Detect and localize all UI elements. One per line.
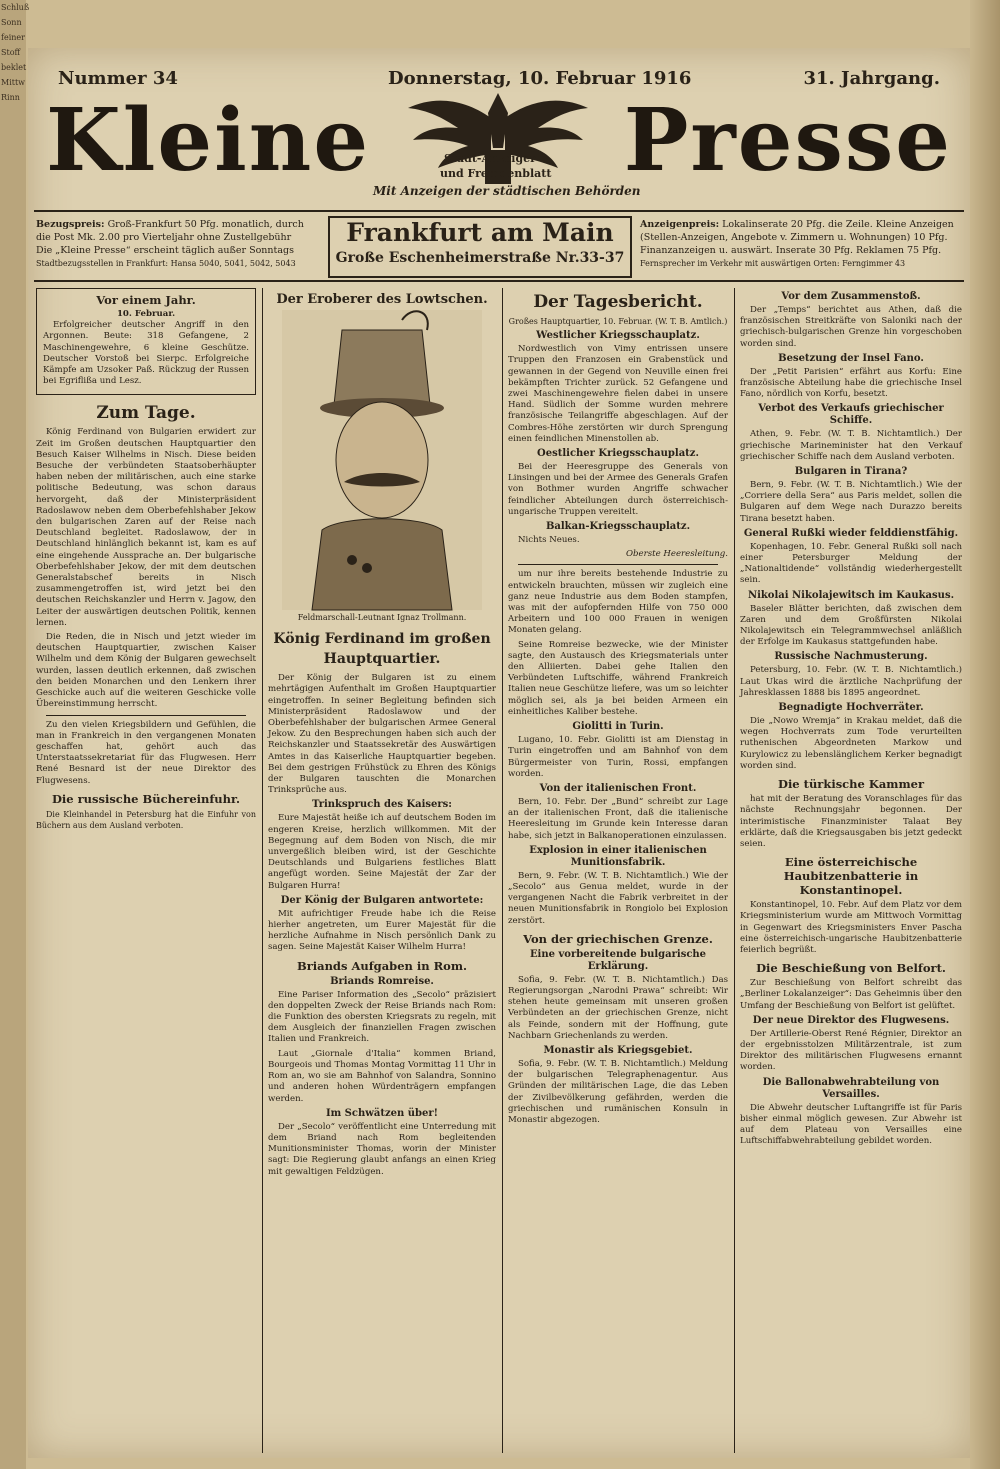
city-address-block <box>328 216 632 278</box>
article-heading: Bulgaren in Tirana? <box>794 466 908 478</box>
article-paragraph: Sofia, 9. Febr. (W. T. B. Nichtamtlich.) Das Regierungsorgan „Narodni Prawa“ schreibt: Wir stehen heute gemeinsam mit unseren großen Verbündeten an der griechischen Grenze, nicht als Feinde, sondern mit der Hoffnung, gute Nachbarn Griechenlands zu werden. <box>508 974 728 1041</box>
article-paragraph: Konstantinopel, 10. Febr. Auf dem Platz vor dem Kriegsministerium wurde am Mittwoch Vormittag in Gegenwart des Kriegsministers Enver Pascha eine österreichisch-ungarische Haubitzenbatterie feierlich begrüßt. <box>740 900 962 955</box>
column-4 <box>740 288 962 1150</box>
article-paragraph: Die Abwehr deutscher Luftangriffe ist für Paris bisher einmal möglich gewesen. Zur Abwehr ist auf dem Plateau von Versailles eine Luftschiffabwehrabteilung gebildet worden. <box>740 1102 962 1147</box>
street-address: Große Eschenheimerstraße Nr.33-37 <box>335 250 625 266</box>
article-heading: Vor dem Zusammenstoß. <box>781 291 921 302</box>
toast-reply-heading: Der König der Bulgaren antwortete: <box>280 894 484 906</box>
article-paragraph: König Ferdinand von Bulgarien erwidert zur Zeit im Großen deutschen Hauptquartier den Besuch Kaiser Wilhelms in Nisch. Diese beiden Besuche der verbündeten Staatsoberhäupter haben neben der militärischen, auch eine starke politische Bedeutung, was schon daraus hervorgeht, daß der Ministerpräsident Radoslawow neben dem Oberbefehlshaber Jekow den bulgarischen Zaren auf der Reise nach Deutschland begleitet. Radoslawow, der in Deutschland hinlänglich bekannt ist, kam es auf eine eingehende Aussprache an. Der bulgarische Oberbefehlshaber Jekow, der mit dem deutschen Generalstabschef bereits in Nisch zusammengetroffen ist, wird jetzt bei den deutschen Reichskanzler und Herrn v. Jagow, den Leiter der auswärtigen deutschen Politik, kennen lernen. <box>36 427 256 628</box>
article-heading-briand: Briands Aufgaben in Rom. <box>296 958 468 973</box>
article-paragraph: Der „Secolo“ veröffentlicht eine Unterredung mit dem Briand nach Rom begleitenden Munitionsminister Thomas, worin der Minister sagt: Die Regierung glaubt anfangs an einen Krieg mit gewaltigen Feldzügen. <box>268 1121 496 1177</box>
column-1 <box>36 288 256 834</box>
report-signature: Oberste Heeresleitung. <box>625 549 728 560</box>
article-paragraph: Der „Temps“ berichtet aus Athen, daß die französischen Streitkräfte von Saloniki nach der griechisch-bulgarischen Grenze hin vorgeschoben worden sind. <box>740 305 962 349</box>
article-paragraph: Baseler Blätter berichten, daß zwischen dem Zaren und dem Großfürsten Nikolai Nikolajewitsch ein Telegrammwechsel anläßlich der Erfolge im Kaukasus stattgefunden habe. <box>740 603 962 648</box>
article-paragraph: Petersburg, 10. Febr. (W. T. B. Nichtamtlich.) Laut Ukas wird die ärztliche Nachprüfung der Jahresklassen 1888 bis 1895 angeordnet. <box>740 665 962 698</box>
section-heading-west: Westlicher Kriegsschauplatz. <box>536 330 700 342</box>
publication-schedule: Die „Kleine Presse“ erscheint täglich außer Sonntags <box>36 245 294 256</box>
masthead-title-right: Presse <box>623 90 952 191</box>
article-paragraph: Die Kleinhandel in Petersburg hat die Einfuhr von Büchern aus dem Ausland verboten. <box>36 809 256 830</box>
anniversary-box <box>36 288 256 395</box>
column-3 <box>508 288 728 1129</box>
bezugspreis-text: Groß-Frankfurt 50 Pfg. monatlich, durch die Post Mk. 2.00 pro Vierteljahr ohne Zustellgebühr <box>36 219 304 243</box>
masthead-rule-bottom <box>34 280 964 282</box>
article-paragraph: Zu den vielen Kriegsbildern und Gefühlen, die man in Frankreich in den vergangenen Monaten geschaffen hat, gehört auch das Unterstaatssekretariat für das Flugwesen. Herr René Besnard ist der neue Direktor des Flugwesens. <box>36 719 256 786</box>
column-2 <box>268 288 496 1181</box>
article-heading-greek-border: Von der griechischen Grenze. <box>523 931 713 946</box>
newspaper-page <box>28 48 970 1458</box>
article-paragraph: Nordwestlich von Vimy entrissen unsere Truppen den Franzosen ein Grabenstück und gewannen in der Gegend von Neuville einen frei bekämpften Trichter zurück. 52 Gefangene und zwei Maschinengewehre fielen dabei in unsere Hand. Südlich der Somme wurden mehrere französische Teilangriffe abgeschlagen. Auf der Combres-Höhe zerstörten wir durch Sprengung einen feindlichen Minenstollen ab. <box>508 344 728 444</box>
column-divider <box>734 288 735 1453</box>
article-heading-giolitti: Giolitti in Turin. <box>572 721 664 733</box>
article-heading-italian-front: Von der italienischen Front. <box>539 782 697 794</box>
article-paragraph: Eine Pariser Information des „Secolo“ präzisiert den doppelten Zweck der Reise Briands nach Rom: die Funktion des obersten Kriegsrats zu regeln, mit dem Ausgleich der finanziellen Fragen zwischen Italien und Frankreich. <box>268 989 496 1045</box>
anzeigenpreis-text: Lokalinserate 20 Pfg. die Zeile. Kleine Anzeigen (Stellen-Anzeigen, Angebote v. Zimmern u. Wohnungen) 10 Pfg. <box>640 219 954 243</box>
issue-number: Nummer 34 <box>58 68 178 89</box>
article-subheading-romreise: Briands Romreise. <box>330 975 434 987</box>
article-heading: Die Beschießung von Belfort. <box>756 961 946 976</box>
article-paragraph: Bern, 10. Febr. Der „Bund“ schreibt zur Lage an der italienischen Front, daß die italienische Heeresleitung im Grunde kein Interesse daran habe, sich jetzt in Balkanoperationen einzulassen. <box>508 796 728 841</box>
anniversary-title: Vor einem Jahr. <box>96 293 196 307</box>
telephone-info: Fernsprecher im Verkehr mit auswärtigen Orten: Ferngimmer 43 <box>640 259 906 268</box>
anzeigenpreis-label: Anzeigenpreis: <box>640 219 720 230</box>
article-paragraph: Mit aufrichtiger Freude habe ich die Reise hierher angetreten, um Eurer Majestät für die herzliche Aufnahme in Nisch persönlich Dank zu sagen. Seine Majestät Kaiser Wilhelm Hurra! <box>268 908 496 953</box>
anniversary-text: Erfolgreicher deutscher Angriff in den Argonnen. Beute: 318 Gefangene, 2 Maschinengewehre, 6 kleine Geschütze. Deutscher Vorstoß bei Sierpc. Erfolgreiche Kämpfe am Uzsoker Paß. Rückzug der Russen bei Egriflißa und Lesz. <box>43 320 249 387</box>
section-heading-balkan: Balkan-Kriegsschauplatz. <box>545 521 691 533</box>
article-heading-koenig-ferdinand: König Ferdinand im großen Hauptquartier. <box>273 631 491 668</box>
article-subheading-greek-border: Eine vorbereitende bulgarische Erklärung. <box>529 948 707 972</box>
article-paragraph: Kopenhagen, 10. Febr. General Rußki soll nach einer Petersburger Meldung der „Nationaltidende“ vollständig wiederhergestellt sein. <box>740 541 962 586</box>
distribution-offices: Stadtbezugsstellen in Frankfurt: Hansa 5040, 5041, 5042, 5043 <box>36 259 296 268</box>
article-heading: Besetzung der Insel Fano. <box>778 352 924 364</box>
article-paragraph: Bei der Heeresgruppe des Generals von Linsingen und bei der Armee des Generals Grafen von Bothmer wurden Angriffe schwacher feindlicher Abteilungen durch österreichisch-ungarische Truppen vereitelt. <box>508 462 728 517</box>
column-divider <box>502 288 503 1453</box>
article-heading: Der neue Direktor des Flugwesens. <box>752 1014 950 1026</box>
article-heading: Nikolai Nikolajewitsch im Kaukasus. <box>747 589 955 601</box>
article-heading: Die Ballonabwehrabteilung von Versailles. <box>762 1076 940 1100</box>
subscription-info <box>36 218 321 270</box>
masthead-rule-top <box>34 210 964 212</box>
article-heading-buechereinfuhr: Die russische Büchereinfuhr. <box>51 791 241 806</box>
article-heading: Die türkische Kammer <box>777 777 925 792</box>
masthead-subtitle-1: Stadt-Anzeiger <box>444 152 536 165</box>
article-paragraph: Lugano, 10. Febr. Giolitti ist am Dienstag in Turin eingetroffen und am Bahnhof von dem Bürgermeister von Turin, Rossi, empfangen worden. <box>508 735 728 779</box>
article-paragraph: Nichts Neues. <box>518 535 580 546</box>
article-paragraph: Die „Nowo Wremja“ in Krakau meldet, daß die wegen Hochverrats zum Tode verurteilten ruthenischen Abgeordneten Markow und Kurylowicz zu lebenslänglichem Kerker begnadigt worden sind. <box>740 716 962 771</box>
anniversary-date: 10. Februar. <box>116 309 176 319</box>
article-paragraph: Der „Petit Parisien“ erfährt aus Korfu: Eine französische Abteilung habe die griechische Insel Fano, nördlich von Korfu, besetzt. <box>740 366 962 400</box>
dateline: Großes Hauptquartier, 10. Februar. (W. T. B. Amtlich.) <box>508 317 728 326</box>
article-heading-explosion: Explosion in einer italienischen Munitionsfabrik. <box>529 844 707 868</box>
article-heading-monastir: Monastir als Kriegsgebiet. <box>543 1044 693 1056</box>
article-heading-schwaetzen: Im Schwätzen über! <box>325 1107 439 1119</box>
article-paragraph: hat mit der Beratung des Voranschlages für das nächste Rechnungsjahr begonnen. Der interimistische Finanzminister Talaat Bey erklärte, daß die Kriegsausgaben bis jetzt gedeckt seien. <box>740 794 962 849</box>
article-paragraph: Die Reden, die in Nisch und jetzt wieder im deutschen Hauptquartier, zwischen Kaiser Wilhelm und dem König der Bulgaren gewechselt wurden, lassen deutlich erkennen, daß zwischen den beiden Monarchen und den Lenkern ihrer Geschicke auch auf die weiteren Geschicke volle Übereinstimmung herrscht. <box>36 632 256 710</box>
eagle-icon <box>403 88 593 198</box>
city-name: Frankfurt am Main <box>346 218 614 247</box>
divider <box>46 715 246 716</box>
article-heading-eroberer: Der Eroberer des Lowtschen. <box>276 292 488 307</box>
article-paragraph: Bern, 9. Febr. (W. T. B. Nichtamtlich.) Wie der „Corriere della Sera“ aus Paris meldet, sollen die Bulgaren auf dem Wege nach Durazzo bereits Tirana besetzt haben. <box>740 480 962 524</box>
page-edge <box>970 0 1000 1469</box>
divider <box>518 564 718 565</box>
article-heading-zum-tage: Zum Tage. <box>96 403 196 424</box>
portrait-illustration <box>282 310 482 610</box>
article-heading: Begnadigte Hochverräter. <box>778 702 924 714</box>
article-paragraph: Sofia, 9. Febr. (W. T. B. Nichtamtlich.) Meldung der bulgarischen Telegraphenagentur. Aus Gründen der militärischen Lage, die das Leben der Zivilbevölkerung gefährden, werden die griechischen und rumänischen Konsuln in Monastir abgezogen. <box>508 1058 728 1125</box>
article-heading-tagesbericht: Der Tagesbericht. <box>533 292 703 312</box>
article-paragraph: Bern, 9. Febr. (W. T. B. Nichtamtlich.) Wie der „Secolo“ aus Genua meldet, wurde in der vergangenen Nacht die Fabrik verbreitet in der neuen Munitionsfabrik in Rongiolo bei Explosion zerstört. <box>508 870 728 926</box>
article-heading: Verbot des Verkaufs griechischer Schiffe. <box>758 403 944 427</box>
masthead-subtitle-2: und Fremdenblatt <box>440 167 552 180</box>
portrait-caption: Feldmarschall-Leutnant Ignaz Trollmann. <box>297 613 467 622</box>
article-paragraph: Eure Majestät heiße ich auf deutschem Boden im engeren Kreise, herzlich willkommen. Mit der Begegnung auf dem Boden von Nisch, die mir unvergeßlich bleiben wird, ist der Geschichte Deutschlands und Bulgariens festliches Blatt angefügt worden. Seine Majestät der Zar der Bulgaren Hurra! <box>268 813 496 891</box>
issue-date: Donnerstag, 10. Februar 1916 <box>388 68 692 89</box>
section-heading-east: Oestlicher Kriegsschauplatz. <box>537 448 699 460</box>
article-paragraph: Der König der Bulgaren ist zu einem mehrtägigen Aufenthalt im Großen Hauptquartier eingetroffen. In seiner Begleitung befinden sich Ministerpräsident Radoslawow und der Oberbefehlshaber der bulgarischen Armee General Jekow. Zu den Besprechungen haben sich auch der Reichskanzler und Staatssekretär des Auswärtigen Amtes in das Kaiserliche Hauptquartier begeben. Bei dem gestrigen Frühstück zu Ehren des Königs der Bulgaren tauschten die Monarchen Trinksprüche aus. <box>268 673 496 796</box>
article-paragraph: um nur ihre bereits bestehende Industrie zu entwickeln brauchten, müssen wir zugleich eine ganz neue Industrie aus dem Boden stampfen, was mit der aufopfernden Hilfe von 750 000 Arbeitern und 100 000 Frauen in wenigen Monaten gelang. <box>508 569 728 636</box>
article-paragraph: Athen, 9. Febr. (W. T. B. Nichtamtlich.) Der griechische Marineminister hat den Verkauf griechischer Schiffe nach dem Ausland verboten. <box>740 429 962 462</box>
masthead-subtitle-3: Mit Anzeigen der städtischen Behörden <box>373 184 641 198</box>
toast-heading: Trinkspruch des Kaisers: <box>312 799 452 811</box>
article-paragraph: Zur Beschießung von Belfort schreibt das „Berliner Lokalanzeiger“: Das Geheimnis über den Umfang der Beschießung von Belfort ist gelüftet. <box>740 978 962 1011</box>
adjacent-page-strip: Schluß Sonn feiner Stoff beklet Mittw Rinn <box>0 0 26 1469</box>
bezugspreis-label: Bezugspreis: <box>36 219 105 230</box>
article-paragraph: Der Artillerie-Oberst René Régnier, Direktor an der ergebnisstolzen Militärzentrale, ist zum Direktor des militärischen Flugwesens ernannt worden. <box>740 1028 962 1073</box>
column-divider <box>262 288 263 1453</box>
masthead-title-left: Kleine <box>46 90 371 191</box>
article-heading: General Rußki wieder felddienstfähig. <box>743 527 959 539</box>
article-heading: Eine österreichische Haubitzenbatterie in Konstantinopel. <box>783 855 919 898</box>
article-paragraph: Seine Romreise bezwecke, wie der Minister sagte, den Austausch des Kriegsmaterials unter den Alliierten. Dabei gehe Italien den Verbündeten Luftschiffe, während Frankreich Italien neue Geschütze liefere, was um so leichter möglich sei, als ja bei beiden Armeen ein einheitliches Kaliber bestehe. <box>508 639 728 717</box>
advertising-info <box>640 218 962 270</box>
financial-ads-price: Finanzanzeigen u. auswärt. Inserate 30 Pfg. Reklamen 75 Pfg. <box>640 245 942 256</box>
article-heading: Russische Nachmusterung. <box>774 651 928 663</box>
article-paragraph: Laut „Giornale d'Italia“ kommen Briand, Bourgeois und Thomas Montag Vormittag 11 Uhr in Rom an, wo sie am Bahnhof von Salandra, Sonnino und anderen hohen Würdenträgern empfangen werden. <box>268 1048 496 1104</box>
volume-year: 31. Jahrgang. <box>803 68 940 89</box>
